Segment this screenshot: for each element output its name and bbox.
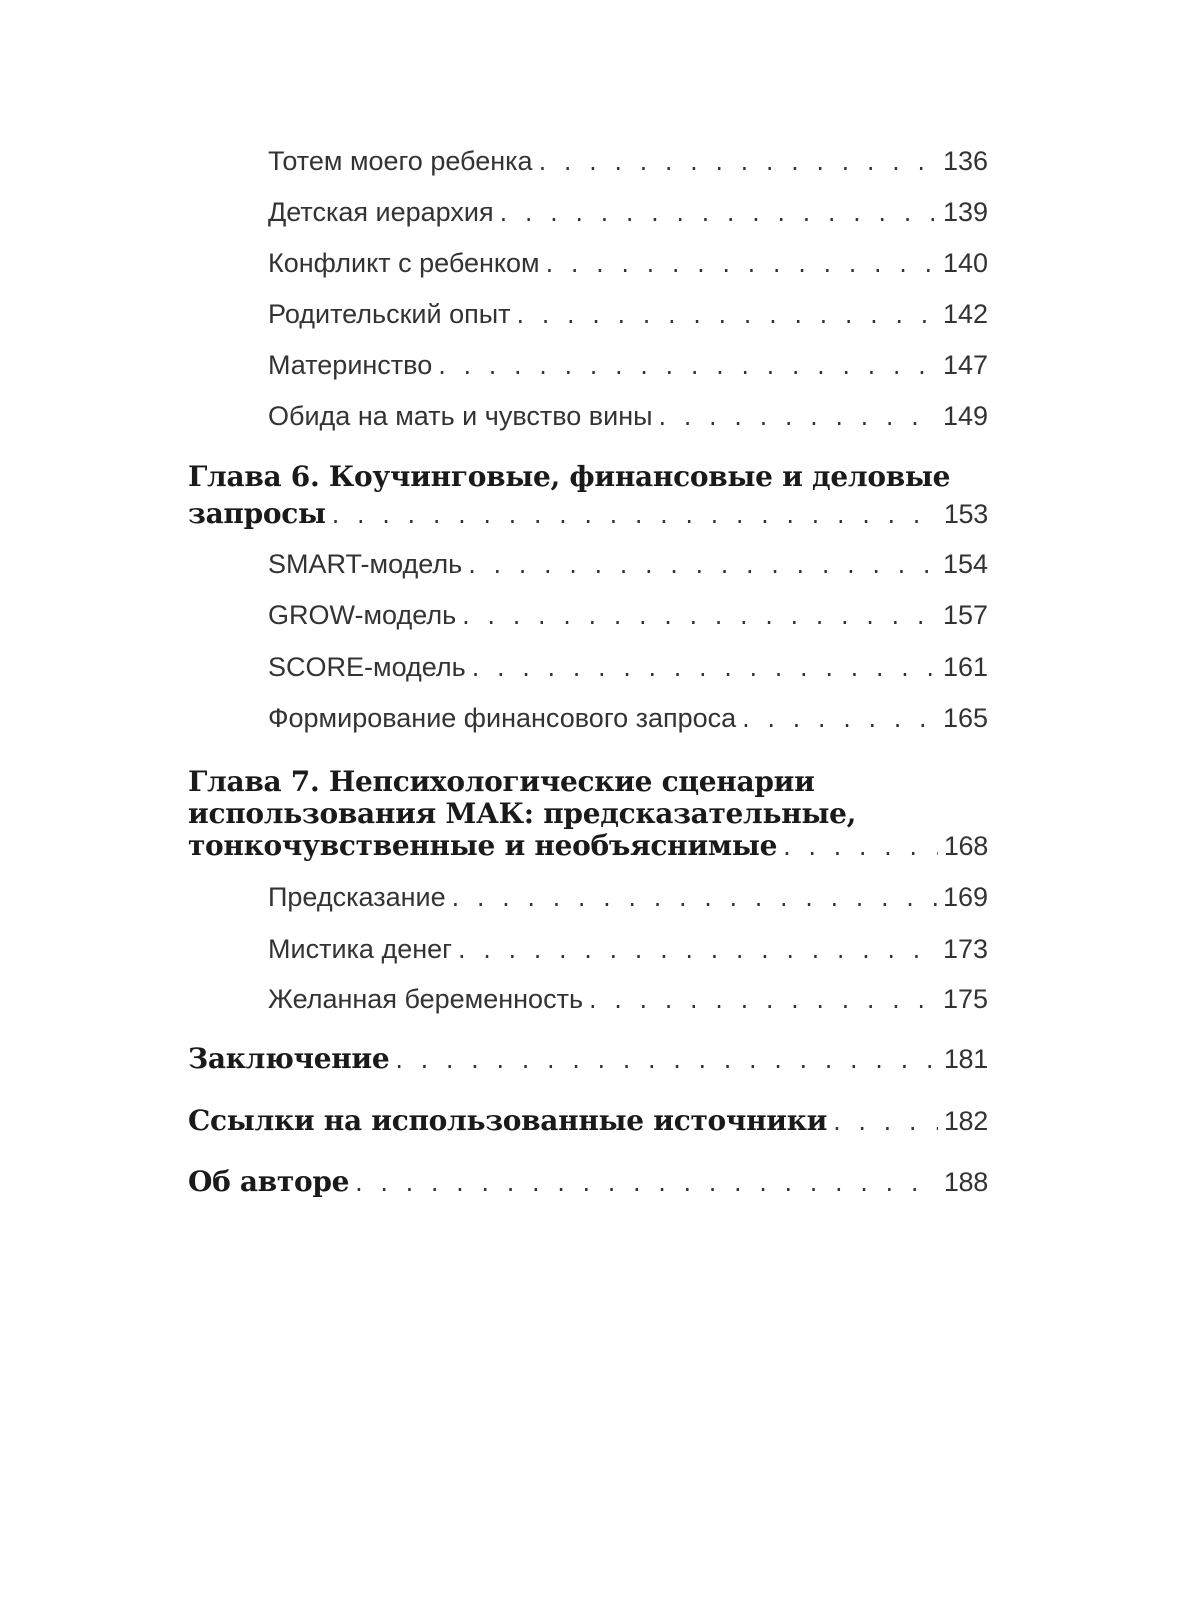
dot-leader (500, 199, 937, 227)
toc-entry-page: 173 (942, 934, 988, 964)
toc-entry[interactable] (268, 248, 988, 279)
dot-leader (458, 936, 937, 964)
toc-entry-title: Родительский опыт (268, 299, 511, 329)
toc-entry[interactable] (268, 882, 988, 913)
chapter-7-entry[interactable] (188, 829, 988, 862)
toc-entry-title: Заключение (188, 1042, 390, 1075)
toc-entry-page: 169 (942, 882, 988, 912)
dot-leader (516, 301, 936, 329)
dot-leader (438, 352, 937, 380)
toc-entry[interactable] (268, 549, 988, 580)
dot-leader (472, 654, 937, 682)
toc-entry-title: Мистика денег (268, 934, 452, 964)
dot-leader (462, 602, 937, 630)
toc-final-entry[interactable] (188, 1042, 988, 1075)
dot-leader (589, 986, 937, 1014)
dot-leader (742, 705, 937, 733)
toc-entry[interactable] (268, 401, 988, 432)
toc-entry-page: 181 (943, 1044, 988, 1074)
toc-entry-page: 140 (942, 248, 988, 278)
toc-entry-title: SCORE-модель (268, 652, 466, 682)
toc-entry-title: Обида на мать и чувство вины (268, 401, 653, 431)
toc-entry-page: 154 (942, 549, 988, 579)
toc-entry-title: Формирование финансового запроса (268, 703, 737, 733)
toc-entry[interactable] (268, 350, 988, 381)
toc-entry-page: 165 (942, 703, 988, 733)
toc-entry-page: 175 (942, 984, 988, 1014)
toc-entry-page: 188 (943, 1167, 988, 1197)
toc-entry-title: SMART-модель (268, 549, 463, 579)
toc-entry-page: 139 (942, 197, 988, 227)
dot-leader (355, 1169, 938, 1197)
chapter-6-title-line-1[interactable]: Глава 6. Коучинговые, финансовые и деловые (188, 460, 951, 493)
chapter-7-title-line-3: тонкочувственные и необъяснимые (188, 829, 778, 862)
dot-leader (659, 403, 937, 431)
chapter-6-title-line-2: запросы (188, 497, 326, 530)
toc-entry-page: 147 (942, 350, 988, 380)
toc-entry[interactable] (268, 600, 988, 631)
toc-entry-title: Ссылки на использованные источники (188, 1104, 828, 1137)
chapter-7-page: 168 (943, 831, 988, 861)
toc-entry-page: 182 (943, 1106, 988, 1136)
toc-entry-title: Предсказание (268, 882, 446, 912)
toc-entry[interactable] (268, 652, 988, 683)
dot-leader (452, 884, 937, 912)
toc-entry[interactable] (268, 703, 988, 734)
toc-entry[interactable] (268, 299, 988, 330)
toc-entry[interactable] (268, 984, 988, 1015)
chapter-6-page: 153 (943, 499, 988, 529)
dot-leader (833, 1108, 938, 1136)
toc-entry-title: Материнство (268, 350, 433, 380)
toc-entry-title: Конфликт с ребенком (268, 248, 540, 278)
dot-leader (546, 250, 937, 278)
toc-entry-title: Тотем моего ребенка (268, 146, 533, 176)
toc-entry-page: 142 (942, 299, 988, 329)
toc-entry-page: 157 (942, 600, 988, 630)
toc-final-entry[interactable] (188, 1104, 988, 1137)
toc-entry[interactable] (268, 197, 988, 228)
chapter-6-entry[interactable] (188, 497, 988, 530)
toc-entry-title: Об авторе (188, 1165, 350, 1198)
toc-entry-title: Детская иерархия (268, 197, 494, 227)
dot-leader (539, 148, 937, 176)
toc-entry-page: 149 (942, 401, 988, 431)
toc-entry-page: 161 (942, 652, 988, 682)
chapter-7-title-line-2[interactable]: использования МАК: предсказательные, (188, 797, 857, 830)
dot-leader (395, 1046, 937, 1074)
toc-entry[interactable] (268, 934, 988, 965)
dot-leader (468, 551, 937, 579)
toc-entry-title: GROW-модель (268, 600, 457, 630)
toc-entry-title: Желанная беременность (268, 984, 584, 1014)
chapter-7-title-line-1[interactable]: Глава 7. Непсихологические сценарии (188, 765, 815, 798)
toc-final-entry[interactable] (188, 1165, 988, 1198)
toc-entry-page: 136 (942, 146, 988, 176)
dot-leader (332, 501, 938, 529)
toc-entry[interactable] (268, 146, 988, 177)
dot-leader (783, 833, 938, 861)
